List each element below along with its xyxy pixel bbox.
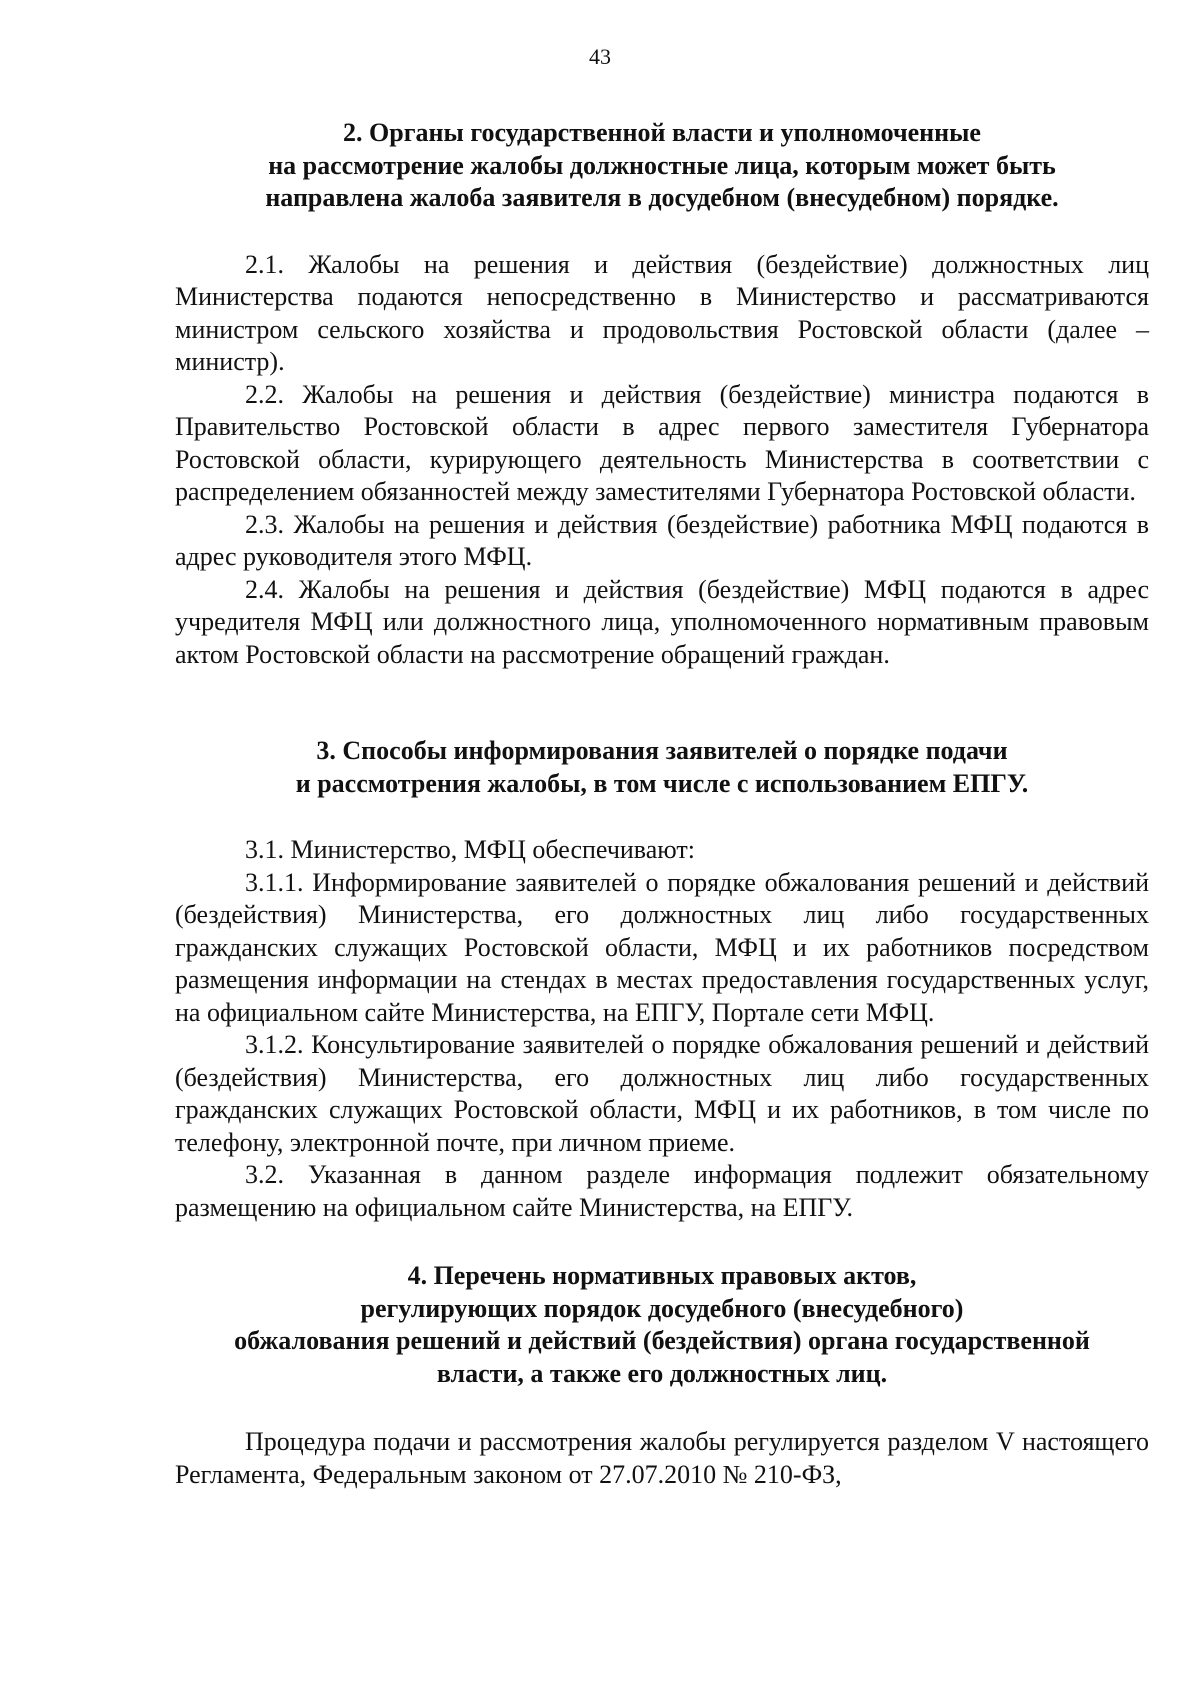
paragraph-text: Жалобы на решения и действия (бездействие) МФЦ подаются в адрес учредителя МФЦ или должностного лица, уполномоченного нормативным правовым актом Ростовской области на рассмотрение обращений граждан. (175, 574, 1149, 669)
heading-line: 3. Способы информирования заявителей о порядке подачи (316, 736, 1008, 765)
heading-line: на рассмотрение жалобы должностные лица, которым может быть (268, 150, 1056, 180)
paragraph-text: Указанная в данном разделе информация подлежит обязательному размещению на официальном сайте Министерства, на ЕПГУ. (175, 1160, 1150, 1222)
paragraph-4-procedure (175, 1426, 1149, 1491)
paragraph-2-3 (175, 509, 1149, 574)
paragraph-number: 2.2. (245, 379, 284, 409)
paragraph-2-4 (175, 574, 1149, 672)
paragraph-number: 2.3. (245, 509, 284, 539)
paragraph-number: 3.1.2. (245, 1030, 304, 1059)
paragraph-2-2 (175, 379, 1149, 509)
heading-line: обжалования решений и действий (бездействия) органа государственной (234, 1326, 1090, 1355)
paragraph-2-1 (175, 249, 1149, 379)
paragraph-text: Жалобы на решения и действия (бездействие) должностных лиц Министерства подаются непосредственно в Министерство и рассматриваются министром сельского хозяйства и продовольствия Ростовской области (далее – министр). (175, 249, 1150, 376)
paragraph-text: Жалобы на решения и действия (бездействие) работника МФЦ подаются в адрес руководителя этого МФЦ. (175, 509, 1149, 571)
heading-line: регулирующих порядок досудебного (внесудебного) (360, 1293, 964, 1323)
paragraph-text: Министерство, МФЦ обеспечивают: (290, 835, 695, 864)
paragraph-text: Информирование заявителей о порядке обжалования решений и действий (бездействия) Министерства, его должностных лиц либо государственных гражданских служащих Ростовской области, МФЦ и их работников посредством размещения информации на стендах в местах предоставления государственных услуг, на официальном сайте Министерства, на ЕПГУ, Портале сети МФЦ. (175, 867, 1150, 1027)
paragraph-number: 2.4. (245, 574, 284, 604)
paragraph-number: 3.1.1. (245, 867, 304, 897)
paragraph-3-1-1 (175, 867, 1149, 1030)
heading-line: 2. Органы государственной власти и уполномоченные (343, 118, 981, 147)
paragraph-3-1-2 (175, 1029, 1149, 1159)
heading-line: и рассмотрения жалобы, в том числе с использованием ЕПГУ. (295, 768, 1029, 798)
document-body (175, 117, 1149, 1491)
heading-line: власти, а также его должностных лиц. (436, 1358, 888, 1388)
page-number: 43 (589, 44, 611, 69)
paragraph-3-1 (175, 834, 1149, 867)
paragraph-number: 3.1. (245, 835, 284, 864)
section-2-heading (175, 117, 1149, 215)
paragraph-number: 3.2. (245, 1160, 284, 1189)
paragraph-3-2 (175, 1159, 1149, 1224)
paragraph-text: Жалобы на решения и действия (бездействие) министра подаются в Правительство Ростовской области в адрес первого заместителя Губернатора Ростовской области, курирующего деятельность Министерства в соответствии с распределением обязанностей между заместителями Губернатора Ростовской области. (175, 379, 1150, 506)
section-3-heading (175, 735, 1149, 800)
heading-line: 4. Перечень нормативных правовых актов, (407, 1261, 917, 1290)
paragraph-text: Процедура подачи и рассмотрения жалобы регулируется разделом V настоящего Регламента, Федеральным законом от 27.07.2010 № 210-ФЗ, (175, 1427, 1149, 1489)
heading-line: направлена жалоба заявителя в досудебном (внесудебном) порядке. (265, 183, 1059, 212)
paragraph-number: 2.1. (245, 249, 284, 279)
section-4-heading (175, 1260, 1149, 1390)
paragraph-text: Консультирование заявителей о порядке обжалования решений и действий (бездействия) Министерства, его должностных лиц либо государственных гражданских служащих Ростовской области, МФЦ и их работников, в том числе по телефону, электронной почте, при личном приеме. (175, 1030, 1149, 1157)
